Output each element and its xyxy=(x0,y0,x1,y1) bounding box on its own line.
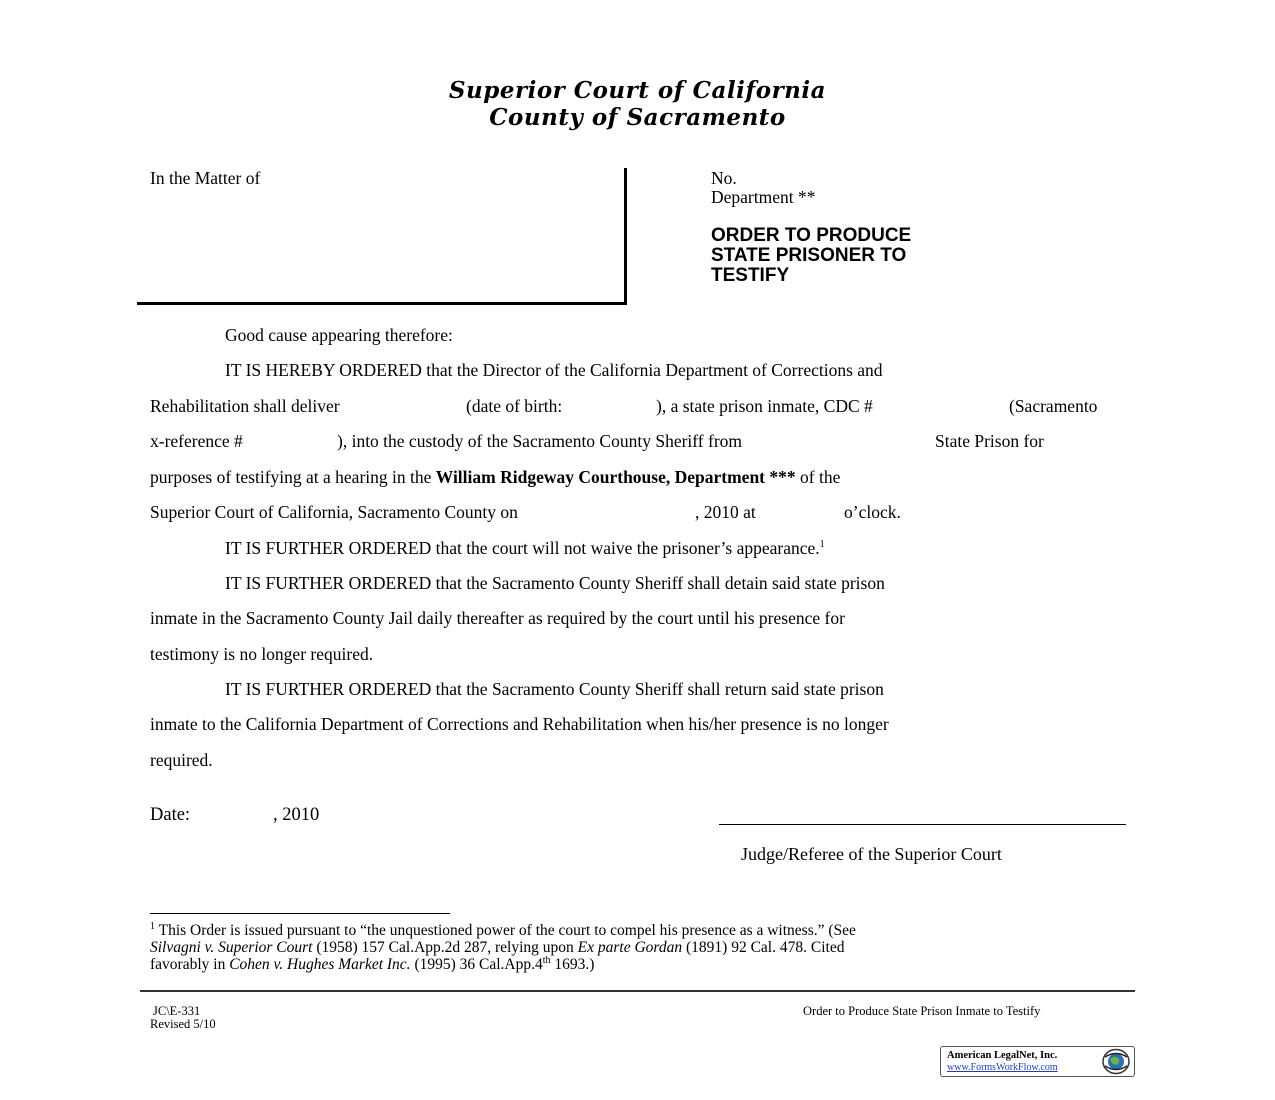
order-paragraph-4-line-3: required. xyxy=(150,750,213,770)
courthouse-name: William Ridgeway Courthouse, Department *** xyxy=(435,467,796,487)
form-footer-title: Order to Produce State Prison Inmate to Testify xyxy=(803,1004,1041,1018)
caption-horizontal-rule xyxy=(137,302,627,305)
judge-signature-label: Judge/Referee of the Superior Court xyxy=(741,844,1002,864)
county-name: County of Sacramento xyxy=(489,104,786,131)
footnote-separator xyxy=(150,913,450,914)
document-title-line1: ORDER TO PRODUCE xyxy=(711,225,912,246)
order-paragraph-1-line-1: IT IS HEREBY ORDERED that the Director of the California Department of Corrections and xyxy=(225,360,883,380)
order-paragraph-1-line-2d: (Sacramento xyxy=(1009,396,1098,416)
date-year: , 2010 xyxy=(273,805,320,825)
order-paragraph-1-line-2b: (date of birth: xyxy=(466,396,563,416)
footnote-text-6: 1693.) xyxy=(550,956,595,973)
form-code: JC\E-331 xyxy=(153,1004,201,1018)
order-paragraph-1-line-3c: State Prison for xyxy=(935,431,1044,451)
matter-label: In the Matter of xyxy=(150,168,261,188)
order-paragraph-1-line-3b: ), into the custody of the Sacramento County Sheriff from xyxy=(337,431,743,451)
good-cause-text: Good cause appearing therefore: xyxy=(225,325,453,345)
form-revised: Revised 5/10 xyxy=(150,1017,216,1031)
footnote-superscript-th: th xyxy=(542,954,551,966)
footnote-text-4: favorably in xyxy=(150,956,230,973)
document-title-line2: STATE PRISONER TO xyxy=(711,245,907,266)
order-paragraph-4-line-1: IT IS FURTHER ORDERED that the Sacramento County Sheriff shall return said state prison xyxy=(225,679,884,699)
footer-rule xyxy=(140,990,1135,992)
order-paragraph-1-line-2a: Rehabilitation shall deliver xyxy=(150,396,340,416)
footnote-marker: 1 xyxy=(150,920,155,932)
case-number-label: No. xyxy=(711,168,737,188)
order-paragraph-2 xyxy=(225,538,825,559)
department-label: Department ** xyxy=(711,187,816,207)
case-citation-cohen: Cohen v. Hughes Market Inc. xyxy=(229,956,411,973)
case-citation-gordan: Ex parte Gordan xyxy=(577,939,683,956)
logo-url-link[interactable]: www.FormsWorkFlow.com xyxy=(947,1062,1058,1073)
order-paragraph-1-line-5a: Superior Court of California, Sacramento County on xyxy=(150,502,518,522)
signature-line xyxy=(719,824,1126,825)
date-label: Date: xyxy=(150,805,191,825)
case-citation-silvagni: Silvagni v. Superior Court xyxy=(150,939,313,956)
footnote-reference: 1 xyxy=(819,539,825,551)
order-paragraph-3-line-1: IT IS FURTHER ORDERED that the Sacramento County Sheriff shall detain said state prison xyxy=(225,573,885,593)
footnote-text-2: (1958) 157 Cal.App.2d 287, relying upon xyxy=(312,939,578,956)
caption-vertical-rule xyxy=(624,168,627,305)
order-paragraph-1-line-5b: , 2010 at xyxy=(695,502,756,522)
order-paragraph-1-line-3a: x-reference # xyxy=(150,431,243,451)
line-4-start: purposes of testifying at a hearing in the xyxy=(150,467,436,487)
line-4-end: of the xyxy=(795,467,841,487)
document-title-line3: TESTIFY xyxy=(711,265,790,286)
globe-icon xyxy=(1101,1048,1131,1075)
footnote-line-1 xyxy=(150,922,856,939)
waive-appearance-text: IT IS FURTHER ORDERED that the court will not waive the prisoner’s appearance. xyxy=(225,538,820,558)
legalnet-logo[interactable] xyxy=(940,1046,1135,1077)
order-paragraph-1-line-4 xyxy=(150,467,840,488)
footnote-text-5: (1995) 36 Cal.App.4 xyxy=(410,956,543,973)
order-paragraph-3-line-2: inmate in the Sacramento County Jail daily thereafter as required by the court until his presence for xyxy=(150,608,845,628)
logo-company-name: American LegalNet, Inc. xyxy=(947,1050,1058,1061)
footnote-line-3 xyxy=(150,956,594,973)
footnote-text-1: This Order is issued pursuant to “the unquestioned power of the court to compel his presence as a witness.” (See xyxy=(155,922,856,939)
order-paragraph-4-line-2: inmate to the California Department of Corrections and Rehabilitation when his/her presence is no longer xyxy=(150,714,889,734)
footnote-line-2 xyxy=(150,939,844,956)
order-paragraph-1-line-2c: ), a state prison inmate, CDC # xyxy=(656,396,873,416)
order-paragraph-1-line-5c: o’clock. xyxy=(844,502,901,522)
footnote-text-3: (1891) 92 Cal. 478. Cited xyxy=(682,939,845,956)
court-name: Superior Court of California xyxy=(448,77,827,104)
order-paragraph-3-line-3: testimony is no longer required. xyxy=(150,644,374,664)
